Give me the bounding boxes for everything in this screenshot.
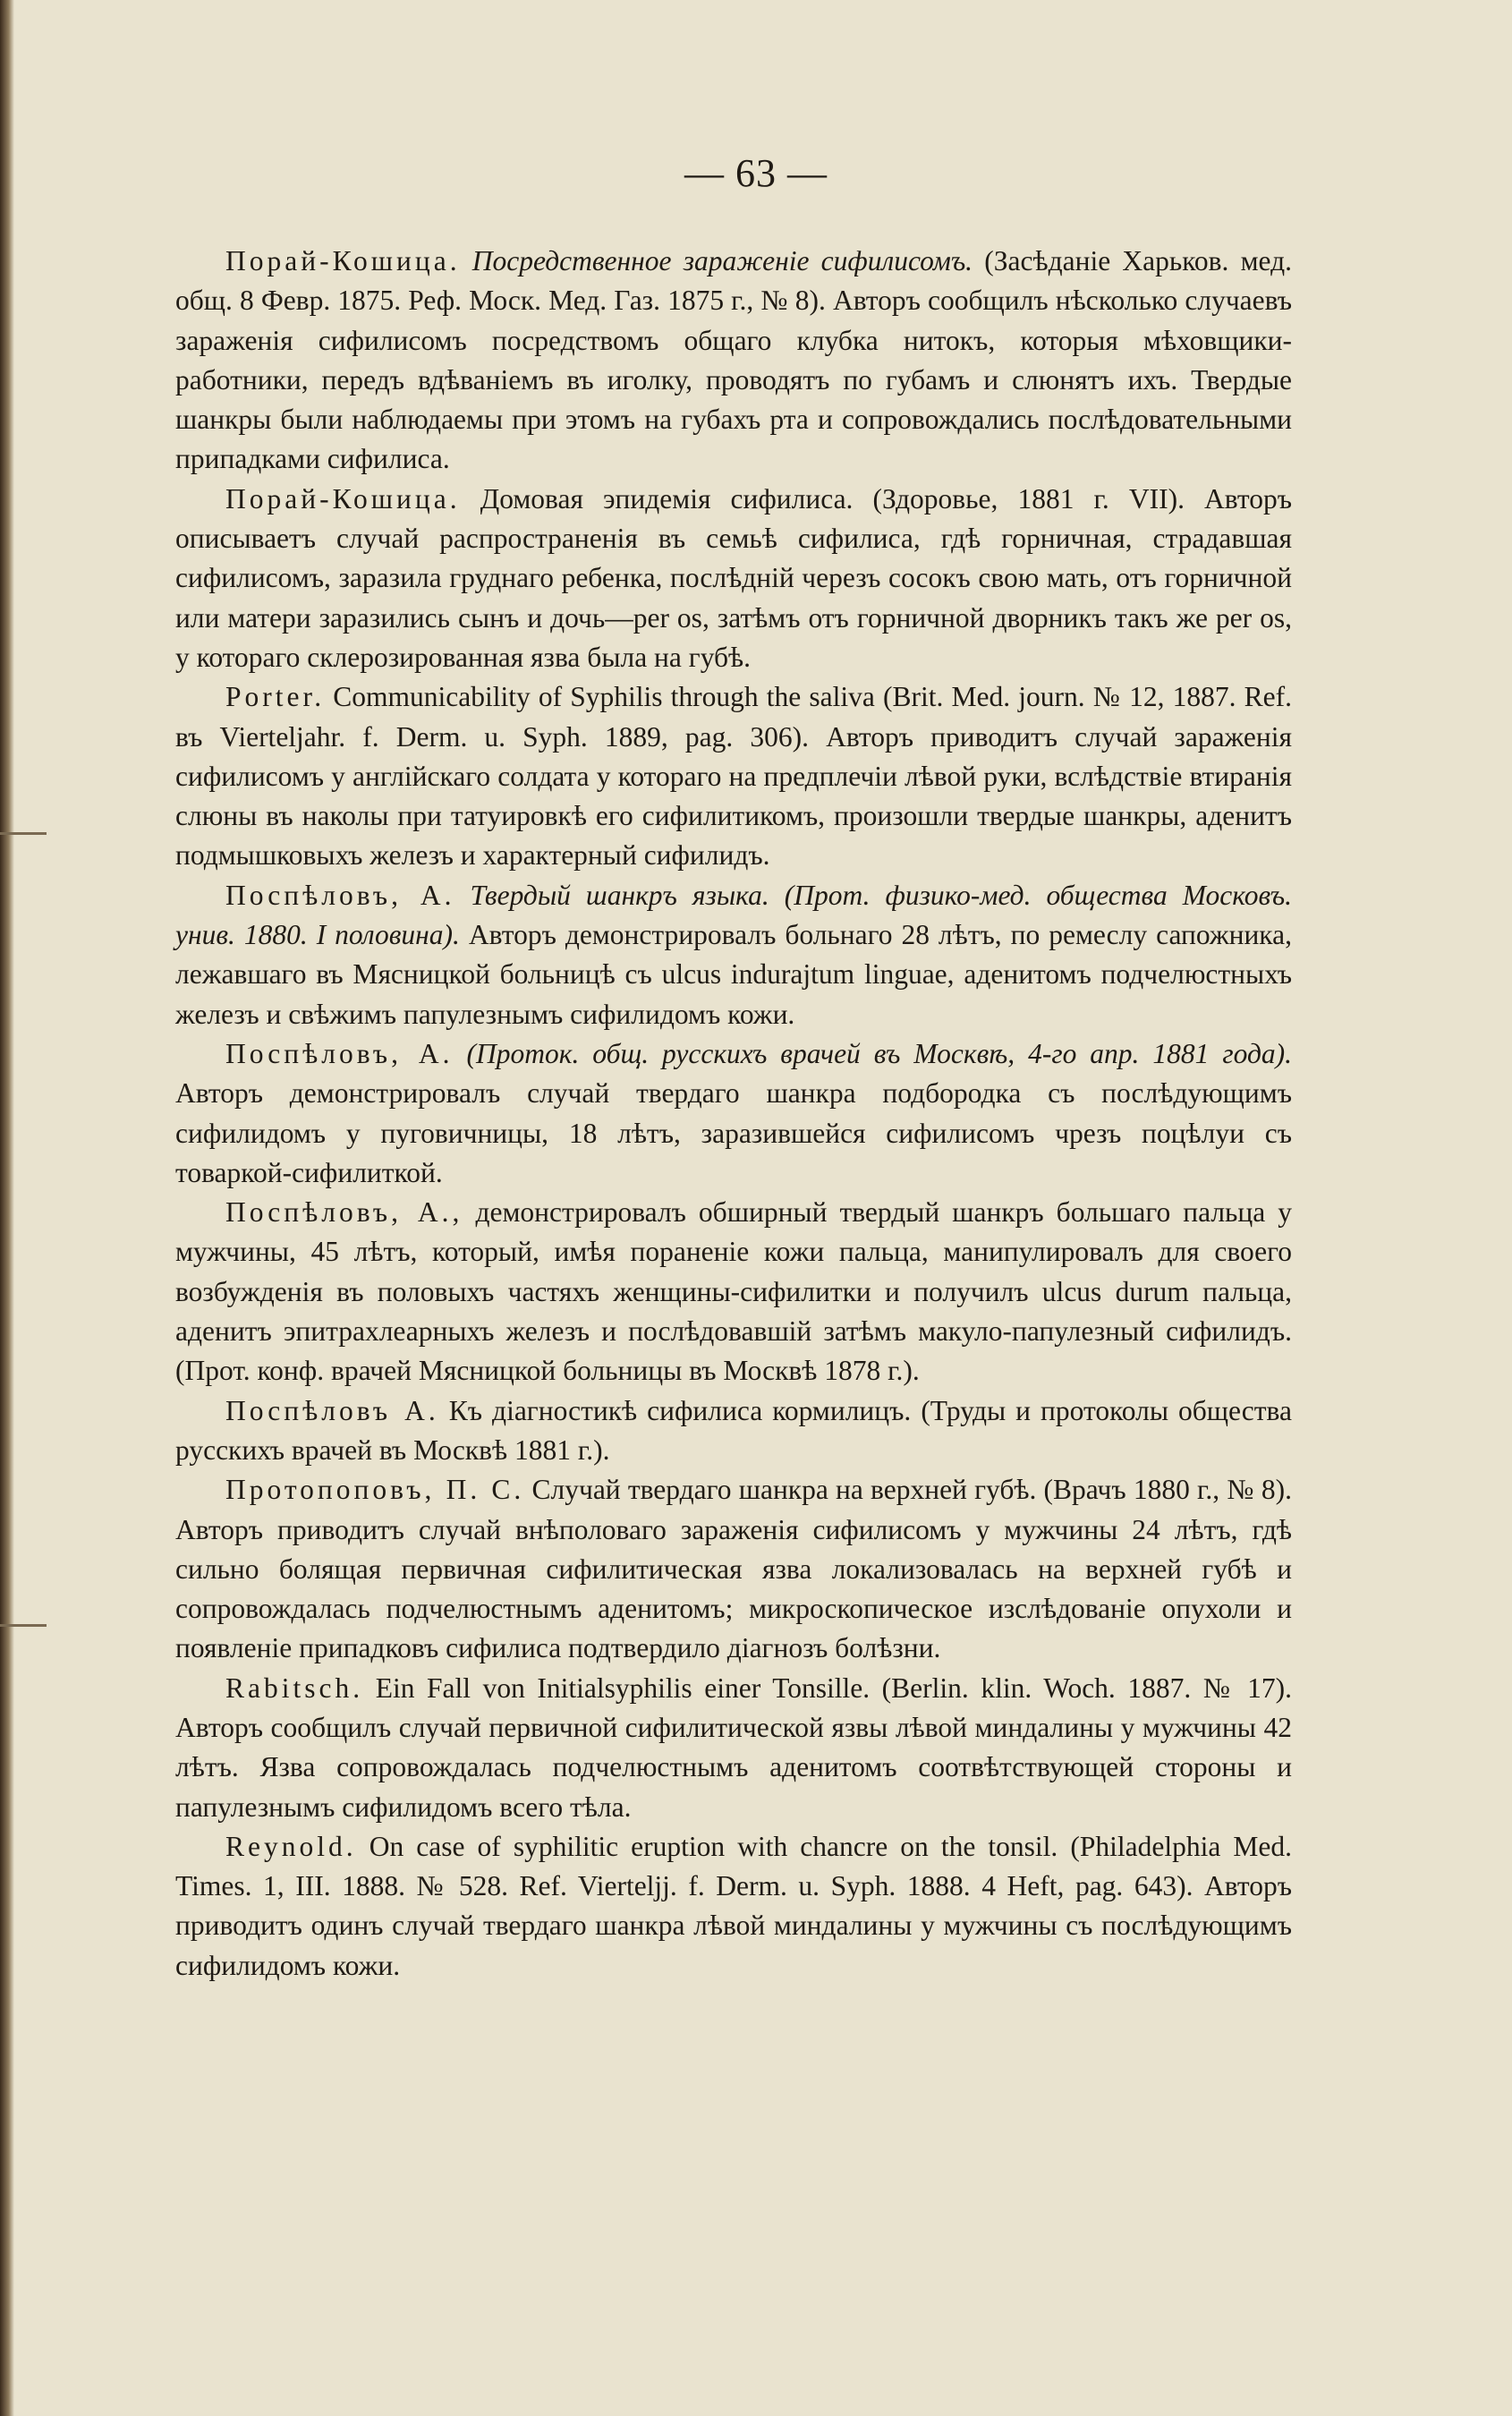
bibliography-entry	[175, 1470, 1292, 1668]
text-block	[175, 242, 1292, 1986]
entry-title: Посредственное зараженіе сифилисомъ.	[471, 245, 973, 276]
entry-author: Rabitsch.	[225, 1672, 364, 1704]
entry-body: (Засѣданіе Харьков. мед. общ. 8 Февр. 1875. Реф. Моск. Мед. Газ. 1875 г., № 8). Авторъ сообщилъ нѣсколько случаевъ зараженія сифилисомъ посредствомъ общаго клубка нитокъ, которыя мѣховщики-работники, передъ вдѣваніемъ въ иголку, проводятъ по губамъ и слюнятъ ихъ. Твердые шанкры были наблюдаемы при этомъ на губахъ рта и сопровождались послѣдовательными припадками сифилиса.	[175, 245, 1292, 475]
entry-body: Домовая эпидемія сифилиса. (Здоровье, 1881 г. VII). Авторъ описываетъ случай распространенія въ семьѣ сифилиса, гдѣ горничная, страдавшая сифилисомъ, заразила груднаго ребенка, послѣдній черезъ сосокъ свою мать, отъ горничной или матери заразились сынъ и дочь—per os, затѣмъ отъ горничной дворникъ такъ же per os, у котораго склерозированная язва была на губѣ.	[175, 482, 1293, 673]
entry-title: (Проток. общ. русскихъ врачей въ Москвѣ, 4-го апр. 1881 года).	[466, 1037, 1292, 1069]
entry-body: Авторъ демонстрировалъ случай твердаго шанкра подбородка съ послѣдующимъ сифилидомъ у пуговичницы, 18 лѣтъ, заразившейся сифилисомъ чрезъ поцѣлуи съ товаркой-сифилиткой.	[175, 1077, 1292, 1188]
entry-author: Поспѣловъ, А.	[225, 879, 455, 911]
page-binding-edge	[0, 0, 14, 2416]
bibliography-entry	[175, 1391, 1292, 1471]
entry-body: Авторъ демонстрировалъ больнаго 28 лѣтъ, по ремеслу сапожника, лежавшаго въ Мясницкой больницѣ съ ulcus indurajtum linguae, аденитомъ подчелюстныхъ железъ и свѣжимъ папулезнымъ сифилидомъ кожи.	[175, 919, 1292, 1030]
entry-body: Communicability of Syрhilis through the saliva (Brit. Med. journ. № 12, 1887. Ref. въ Vierteljahr. f. Derm. u. Syph. 1889, pag. 306). Авторъ приводитъ случай зараженія сифилисомъ у англійскаго солдата у котораго на предплечіи лѣвой руки, вслѣдствіе втиранія слюны въ наколы при татуировкѣ его сифилитикомъ, произошли твердые шанкры, аденитъ подмышковыхъ железъ и характерный сифилидъ.	[175, 681, 1293, 872]
page-number: — 63 —	[684, 151, 828, 195]
entry-title: Твердый шанкръ языка. (Прот. физико-мед. общества Московъ. унив. 1880. I половина).	[175, 879, 1292, 951]
entry-author: Протопоповъ, П. С.	[225, 1474, 525, 1506]
entry-body: Къ діагностикѣ сифилиса кормилицъ. (Труды и протоколы общества русскихъ врачей въ Москвѣ 1881 г.).	[175, 1394, 1292, 1466]
bibliography-entry	[175, 1193, 1292, 1391]
bibliography-entry	[175, 1827, 1292, 1986]
entry-body: Случай твердаго шанкра на верхней губѣ. (Врачъ 1880 г., № 8). Авторъ приводитъ случай внѣполоваго зараженія сифилисомъ у мужчины 24 лѣтъ, гдѣ сильно болящая первичная сифилитическая язва локализовалась на верхней губѣ и сопровождалась подчелюстнымъ аденитомъ; микроскопическое изслѣдованіе опухоли и появленіе припадковъ сифилиса подтвердило діагнозъ болѣзни.	[175, 1474, 1293, 1664]
entry-author: Reynold.	[225, 1830, 357, 1862]
margin-mark	[0, 1624, 47, 1627]
bibliography-entry	[175, 677, 1292, 875]
entry-author: Порай-Кошица.	[225, 482, 461, 515]
entry-author: Поспѣловъ, А.,	[225, 1196, 463, 1229]
entry-author: Porter.	[225, 681, 326, 713]
bibliography-entry	[175, 876, 1292, 1034]
bibliography-entry	[175, 242, 1292, 480]
entry-body: On case of syphilitic eruption with chancre on the tonsil. (Philadelphia Med. Times. 1, III. 1888. № 528. Ref. Vierteljj. f. Derm. u. Syph. 1888. 4 Heft, pag. 643). Авторъ приводитъ одинъ случай твердаго шанкра лѣвой миндалины у мужчины съ послѣдующимъ сифилидомъ кожи.	[175, 1830, 1293, 1981]
entry-body: демонстрировалъ обширный твердый шанкръ большаго пальца у мужчины, 45 лѣтъ, который, имѣя пораненіе кожи пальца, манипулировалъ для своего возбужденія въ половыхъ частяхъ женщины-сифилитки и получилъ ulcus durum пальца, аденитъ эпитрахлеарныхъ железъ и послѣдовавшій затѣмъ макуло-папулезный сифилидъ. (Прот. конф. врачей Мясницкой больницы въ Москвѣ 1878 г.).	[175, 1196, 1292, 1387]
entry-author: Порай-Кошица.	[225, 245, 461, 276]
entry-author: Поспѣловъ, А.	[225, 1037, 454, 1069]
bibliography-entry	[175, 1034, 1292, 1193]
entry-author: Поспѣловъ А.	[225, 1394, 439, 1426]
margin-mark	[0, 832, 47, 835]
bibliography-entry	[175, 1669, 1292, 1827]
entry-body: Ein Fall von Initialsyphilis einer Tonsille. (Berlin. klin. Woch. 1887. № 17). Авторъ сообщилъ случай первичной сифилитической язвы лѣвой миндалины у мужчины 42 лѣтъ. Язва сопровождалась подчелюстнымъ аденитомъ соотвѣтствующей стороны и папулезнымъ сифилидомъ всего тѣла.	[175, 1672, 1293, 1823]
bibliography-entry	[175, 480, 1292, 677]
